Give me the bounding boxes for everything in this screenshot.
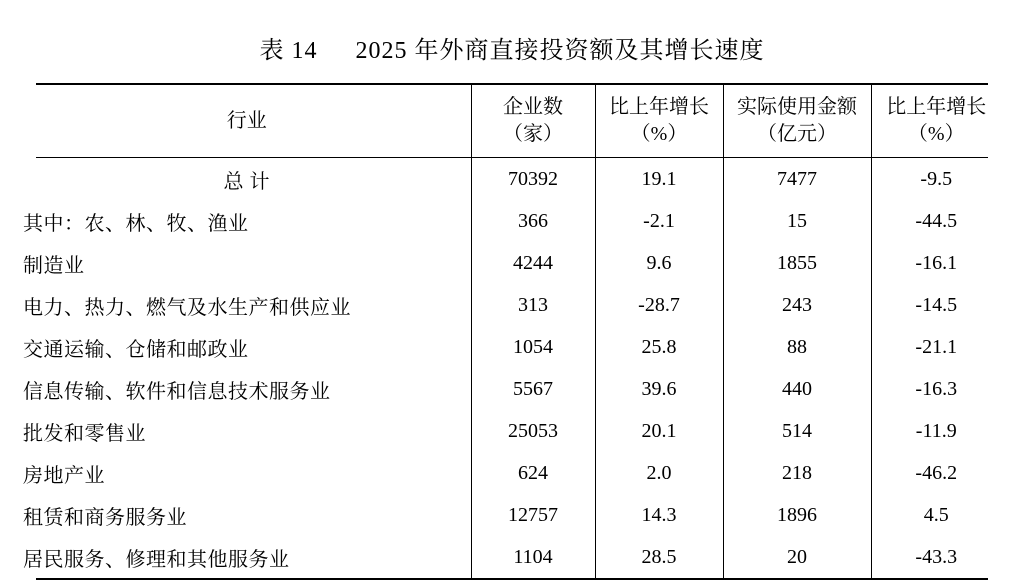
table-row xyxy=(23,410,1001,452)
header-growth1-line2: （%） xyxy=(630,123,688,145)
row-industry-label: 房地产业 xyxy=(23,464,105,487)
header-industry-label: 行业 xyxy=(226,109,267,132)
fdi-table-body xyxy=(23,158,1001,578)
row-enterprises-value: 5567 xyxy=(471,368,595,410)
row-enterprises-growth-value: -2.1 xyxy=(595,200,723,242)
row-industry-label: 电力、热力、燃气及水生产和供应业 xyxy=(23,296,351,319)
table-body xyxy=(23,158,1001,578)
row-amount-growth-value: -21.1 xyxy=(871,326,1001,368)
row-enterprises-growth-value: 9.6 xyxy=(595,242,723,284)
table-title-text: 2025 年外商直接投资额及其增长速度 xyxy=(355,38,765,64)
row-amount-growth-value: -46.2 xyxy=(871,452,1001,494)
fdi-table xyxy=(23,85,1001,157)
table-row xyxy=(23,158,1001,200)
row-amount-growth-value: -9.5 xyxy=(871,158,1001,200)
header-growth2-line2: （%） xyxy=(907,123,965,145)
row-amount-growth-value: 4.5 xyxy=(871,494,1001,536)
row-enterprises-value: 624 xyxy=(471,452,595,494)
row-industry-label: 信息传输、软件和信息技术服务业 xyxy=(23,380,331,403)
row-industry-label: 制造业 xyxy=(23,254,85,277)
header-amount-line1: 实际使用金额 xyxy=(737,96,857,118)
row-industry-label: 交通运输、仓储和邮政业 xyxy=(23,338,249,361)
row-amount-value: 218 xyxy=(723,452,871,494)
row-enterprises-growth-value: 28.5 xyxy=(595,536,723,578)
row-amount-value: 440 xyxy=(723,368,871,410)
row-enterprises-growth-value: 39.6 xyxy=(595,368,723,410)
row-enterprises-value: 1104 xyxy=(471,536,595,578)
row-amount-value: 88 xyxy=(723,326,871,368)
row-amount-growth-value: -16.1 xyxy=(871,242,1001,284)
table-header xyxy=(23,85,1001,157)
header-enterprises xyxy=(471,85,595,157)
row-enterprises-growth-value: 20.1 xyxy=(595,410,723,452)
row-amount-value: 15 xyxy=(723,200,871,242)
table-row xyxy=(23,326,1001,368)
table-number: 表 14 xyxy=(259,38,318,64)
row-industry-label: 批发和零售业 xyxy=(23,422,146,445)
row-industry-label: 总 计 xyxy=(223,170,270,193)
row-enterprises-value: 25053 xyxy=(471,410,595,452)
row-amount-growth-value: -14.5 xyxy=(871,284,1001,326)
row-amount-value: 7477 xyxy=(723,158,871,200)
header-growth-enterprises xyxy=(595,85,723,157)
header-growth1-line1: 比上年增长 xyxy=(609,96,709,118)
table-row xyxy=(23,452,1001,494)
row-amount-value: 514 xyxy=(723,410,871,452)
row-enterprises-value: 4244 xyxy=(471,242,595,284)
table-row xyxy=(23,242,1001,284)
row-enterprises-growth-value: -28.7 xyxy=(595,284,723,326)
table-row xyxy=(23,494,1001,536)
row-enterprises-value: 313 xyxy=(471,284,595,326)
row-enterprises-growth-value: 2.0 xyxy=(595,452,723,494)
table-title xyxy=(0,0,1024,83)
row-industry-label: 居民服务、修理和其他服务业 xyxy=(23,548,290,571)
row-industry-label: 租赁和商务服务业 xyxy=(23,506,187,529)
header-industry xyxy=(23,85,471,157)
row-enterprises-value: 1054 xyxy=(471,326,595,368)
header-amount xyxy=(723,85,871,157)
row-enterprises-growth-value: 14.3 xyxy=(595,494,723,536)
row-industry-label: 其中：农、林、牧、渔业 xyxy=(23,212,249,235)
row-enterprises-growth-value: 25.8 xyxy=(595,326,723,368)
header-enterprises-line2: （家） xyxy=(503,123,563,145)
row-enterprises-value: 70392 xyxy=(471,158,595,200)
header-amount-line2: （亿元） xyxy=(757,123,837,145)
row-enterprises-value: 12757 xyxy=(471,494,595,536)
row-amount-growth-value: -43.3 xyxy=(871,536,1001,578)
row-amount-growth-value: -11.9 xyxy=(871,410,1001,452)
row-enterprises-growth-value: 19.1 xyxy=(595,158,723,200)
row-amount-growth-value: -44.5 xyxy=(871,200,1001,242)
table-row xyxy=(23,536,1001,578)
row-amount-value: 1855 xyxy=(723,242,871,284)
row-amount-value: 243 xyxy=(723,284,871,326)
header-enterprises-line1: 企业数 xyxy=(503,96,563,118)
row-enterprises-value: 366 xyxy=(471,200,595,242)
header-growth-amount xyxy=(871,85,1001,157)
table-row xyxy=(23,368,1001,410)
header-growth2-line1: 比上年增长 xyxy=(886,96,987,118)
table-row xyxy=(23,200,1001,242)
table-row xyxy=(23,284,1001,326)
row-amount-value: 1896 xyxy=(723,494,871,536)
table-header-row xyxy=(23,85,1001,157)
row-amount-value: 20 xyxy=(723,536,871,578)
row-amount-growth-value: -16.3 xyxy=(871,368,1001,410)
